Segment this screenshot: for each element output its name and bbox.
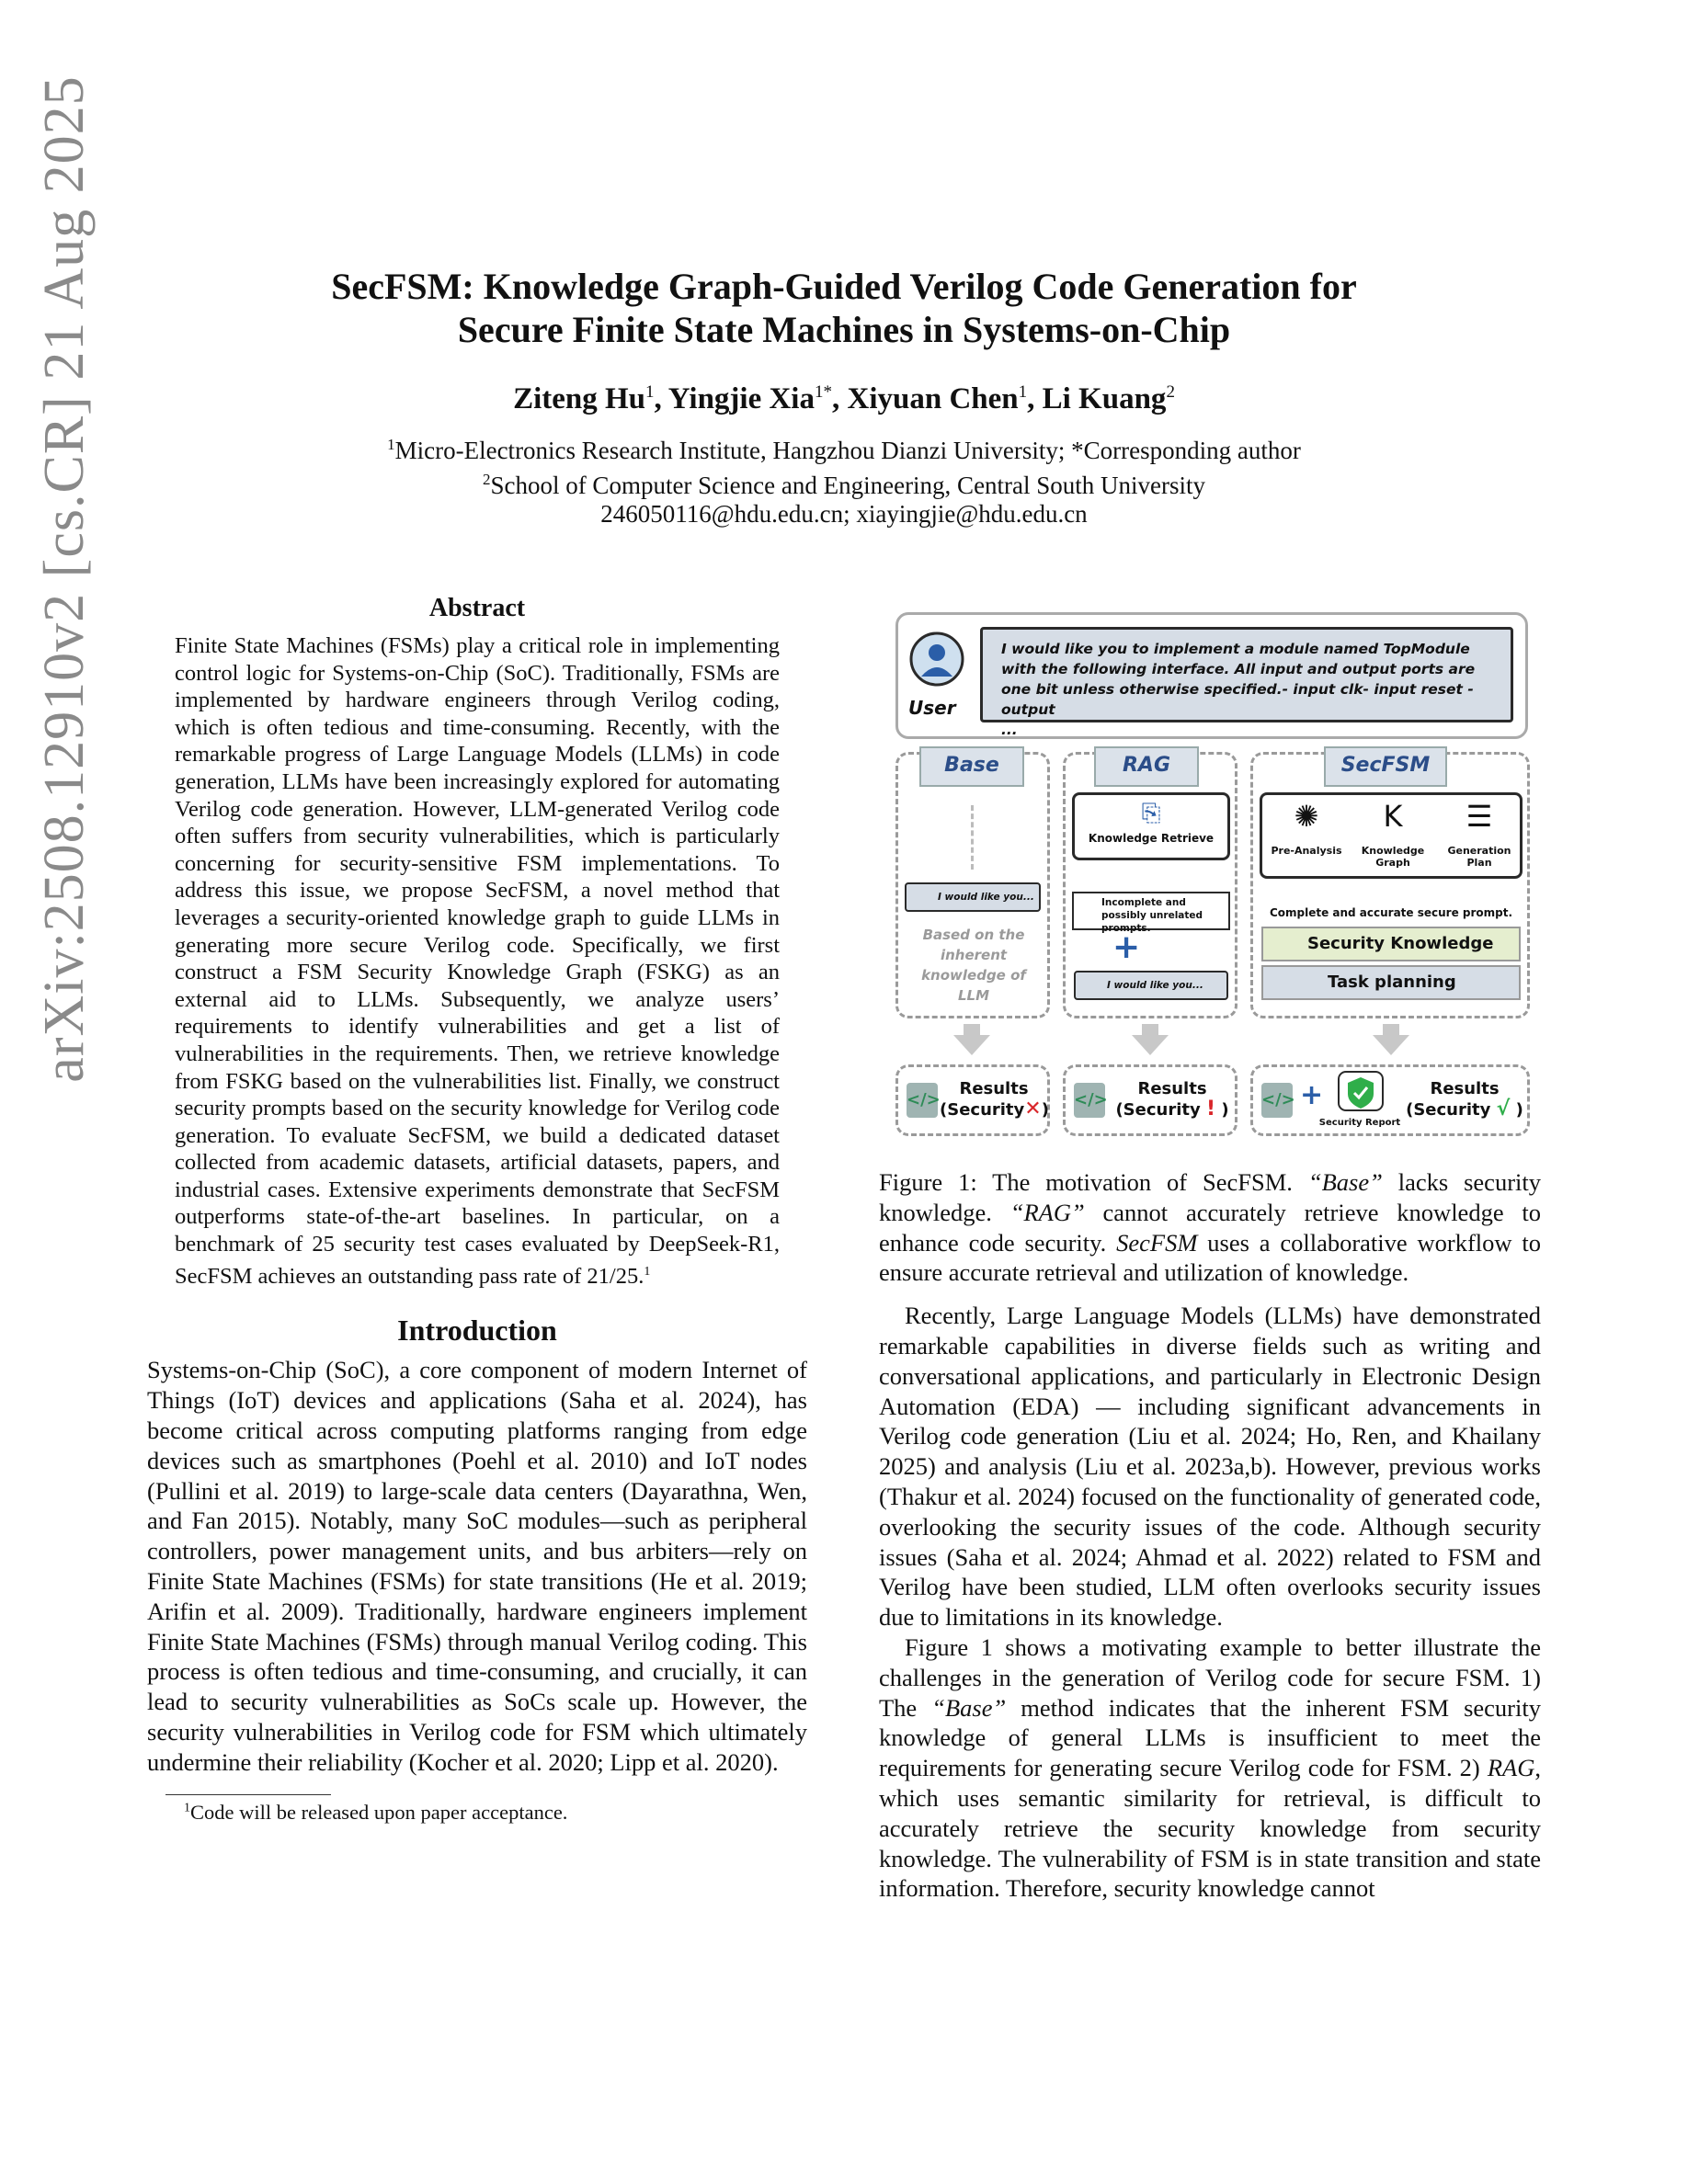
arxiv-identifier: arXiv:2508.12910v2 [cs.CR] 21 Aug 2025 xyxy=(33,75,96,1083)
rag-result: Results (Security ! ) xyxy=(1115,1079,1229,1120)
body-paragraph-2: Figure 1 shows a motivating example to better illustrate the challenges in the generation of Verilog code for secure FSM. 1) The “Base” method indicates that the inherent FSM security knowledge of general LLMs is insufficient to meet the requirements for generating secure Verilog code for FSM. 2) RAG, which uses semantic similarity for retrieval, is difficult to accurately retrieve the security knowledge from security knowledge. The vulnerability of FSM is in state transition and state information. Therefore, security knowledge cannot xyxy=(879,1632,1541,1903)
rag-plus-icon: + xyxy=(1112,928,1141,966)
author-list xyxy=(230,382,1458,416)
rag-mini-prompt: I would like you... xyxy=(1074,971,1228,1000)
generation-plan-icon: ☰ xyxy=(1466,799,1493,834)
base-mini-prompt: I would like you... xyxy=(905,882,1041,912)
security-knowledge-box: Security Knowledge xyxy=(1261,927,1521,961)
user-avatar-icon xyxy=(908,631,965,688)
rag-tag: RAG xyxy=(1094,746,1199,787)
footnote-divider xyxy=(165,1794,331,1795)
secfsm-tag: SecFSM xyxy=(1324,746,1447,787)
title-line-1: SecFSM: Knowledge Graph-Guided Verilog Code Generation for xyxy=(331,266,1357,307)
rag-down-arrow xyxy=(1142,1024,1158,1035)
figure-1-caption: Figure 1: The motivation of SecFSM. “Base” lacks security knowledge. “RAG” cannot accurately retrieve knowledge to enhance code security. SecFSM uses a collaborative workflow to ensure accurate retrieval and utilization of knowledge. xyxy=(879,1168,1541,1287)
incomplete-prompt-box: Incomplete and possibly unrelated prompts. xyxy=(1072,892,1230,930)
affiliations xyxy=(230,430,1458,529)
footnote: $^1$Code will be released upon paper acceptance. xyxy=(184,1800,568,1824)
base-dashed-arrow xyxy=(971,805,974,870)
retrieve-icon: ⎘ xyxy=(1141,800,1161,827)
right-column xyxy=(879,1167,1541,1904)
figure-1-diagram xyxy=(892,610,1535,1136)
body-paragraph-1: Recently, Large Language Models (LLMs) have demonstrated remarkable capabilities in diverse fields such as writing and conversational applications, and particularly in Electronic Design Automation (EDA) — including significant advancements in Verilog code generation (Liu et al. 2024; Ho, Ren, and Khailany 2025) and analysis (Liu et al. 2023a,b). However, previous works (Thakur et al. 2024) focused on the functionality of generated code, overlooking the security issues of the code. Although security issues (Saha et al. 2024; Ahmad et al. 2022) related to FSM and Verilog have been studied, LLM often overlooks security issues due to limitations in its knowledge. xyxy=(879,1302,1541,1632)
code-icon: </> xyxy=(907,1083,938,1118)
pre-analysis-icon: ✺ xyxy=(1294,799,1319,834)
code-icon: </> xyxy=(1261,1083,1293,1118)
code-icon: </> xyxy=(1074,1083,1105,1118)
left-column xyxy=(147,594,807,1825)
author: Li Kuang$^2$ xyxy=(1042,382,1175,415)
base-tag: Base xyxy=(919,746,1024,787)
introduction-heading: Introduction xyxy=(397,1314,557,1348)
secfsm-plus-icon: + xyxy=(1300,1079,1324,1111)
base-result: Results (Security✕) xyxy=(940,1079,1049,1120)
knowledge-graph-icon: K xyxy=(1383,799,1403,834)
paper-title xyxy=(230,265,1458,351)
introduction-paragraph: Systems-on-Chip (SoC), a core component of modern Internet of Things (IoT) devices and applications (Saha et al. 2024), has become critical across computing platforms ranging from edge devices such as smartphones (Poehl et al. 2010) and IoT nodes (Pullini et al. 2019) to large-scale data centers (Dayarathna, Wen, and Fan 2015). Notably, many SoC modules—such as peripheral controllers, power management units, and bus arbiters—rely on Finite State Machines (FSMs) for state transitions (He et al. 2019; Arifin et al. 2009). Traditionally, hardware engineers implement Finite State Machines (FSMs) through manual Verilog coding. This process is often tedious and time-consuming, and crucially, it can lead to security vulnerabilities as SoCs scale up. However, the security vulnerabilities in Verilog code for FSM which ultimately undermine their reliability (Kocher et al. 2020; Lipp et al. 2020). xyxy=(147,1356,807,1776)
generation-plan-label: Generation Plan xyxy=(1447,845,1511,869)
complete-prompt-note: Complete and accurate secure prompt. xyxy=(1269,906,1513,919)
affiliation-2: $^2$School of Computer Science and Engineering, Central South University xyxy=(482,471,1206,499)
user-prompt: I would like you to implement a module named TopModule with the following interface. All input and output ports are one bit unless otherwise specified.- input clk- input reset -output ... xyxy=(980,627,1513,722)
knowledge-graph-label: Knowledge Graph xyxy=(1361,845,1425,869)
author: Yingjie Xia$^{1*}$, xyxy=(667,382,848,415)
secfsm-result: Results (Security √ ) xyxy=(1406,1079,1523,1120)
author: Ziteng Hu$^1$, xyxy=(513,382,668,415)
pre-analysis-label: Pre-Analysis xyxy=(1271,845,1342,857)
abstract-heading: Abstract xyxy=(428,594,526,622)
secfsm-tools-box xyxy=(1260,792,1523,879)
title-line-2: Secure Finite State Machines in Systems-on-Chip xyxy=(457,309,1231,350)
abstract-text: Finite State Machines (FSMs) play a critical role in implementing control logic for Systems-on-Chip (SoC). Traditionally, FSMs are implemented by hardware engineers through Verilog coding, which is often tedious and time-consuming. Recently, with the remarkable progress of Large Language Models (LLMs) in code generation, LLMs have been increasingly explored for automating Verilog code generation. However, LLM-generated Verilog code often suffers from security vulnerabilities, which is particularly concerning for security-sensitive FSM implementations. To address this issue, we propose SecFSM, a novel method that leverages a security-oriented knowledge graph to guide LLMs in generating more secure Verilog code. Specifically, we first construct a FSM Security Knowledge Graph (FSKG) as an external aid to LLMs. Subsequently, we analyze users’ requirements to identify vulnerabilities and get a list of vulnerabilities in the requirements. Then, we retrieve knowledge from FSKG based on the vulnerabilities list. Finally, we construct security prompts based on the security knowledge for Verilog code generation. To evaluate SecFSM, we build a dedicated dataset collected from academic datasets, artificial datasets, papers, and industrial cases. Extensive experiments demonstrate that SecFSM outperforms state-of-the-art baselines. In particular, on a benchmark of 25 security test cases evaluated by DeepSeek-R1, SecFSM achieves an outstanding pass rate of 21/25.$^1$ xyxy=(175,633,780,1289)
secfsm-down-arrow xyxy=(1383,1024,1399,1035)
security-report-label: Security Report xyxy=(1318,1118,1401,1128)
knowledge-retrieve-box: ⎘ Knowledge Retrieve xyxy=(1072,792,1230,860)
author: Xiyuan Chen$^1$, xyxy=(847,382,1043,415)
user-label: User xyxy=(908,697,956,719)
base-note: Based on the inherent knowledge of LLM xyxy=(921,927,1026,1004)
task-planning-box: Task planning xyxy=(1261,965,1521,1000)
affiliation-1: $^1$Micro-Electronics Research Institute, Hangzhou Dianzi University; *Corresponding author xyxy=(387,436,1301,464)
shield-icon xyxy=(1337,1070,1385,1112)
base-down-arrow xyxy=(964,1024,980,1035)
author-emails: 246050116@hdu.edu.cn; xiayingjie@hdu.edu.cn xyxy=(600,500,1088,528)
